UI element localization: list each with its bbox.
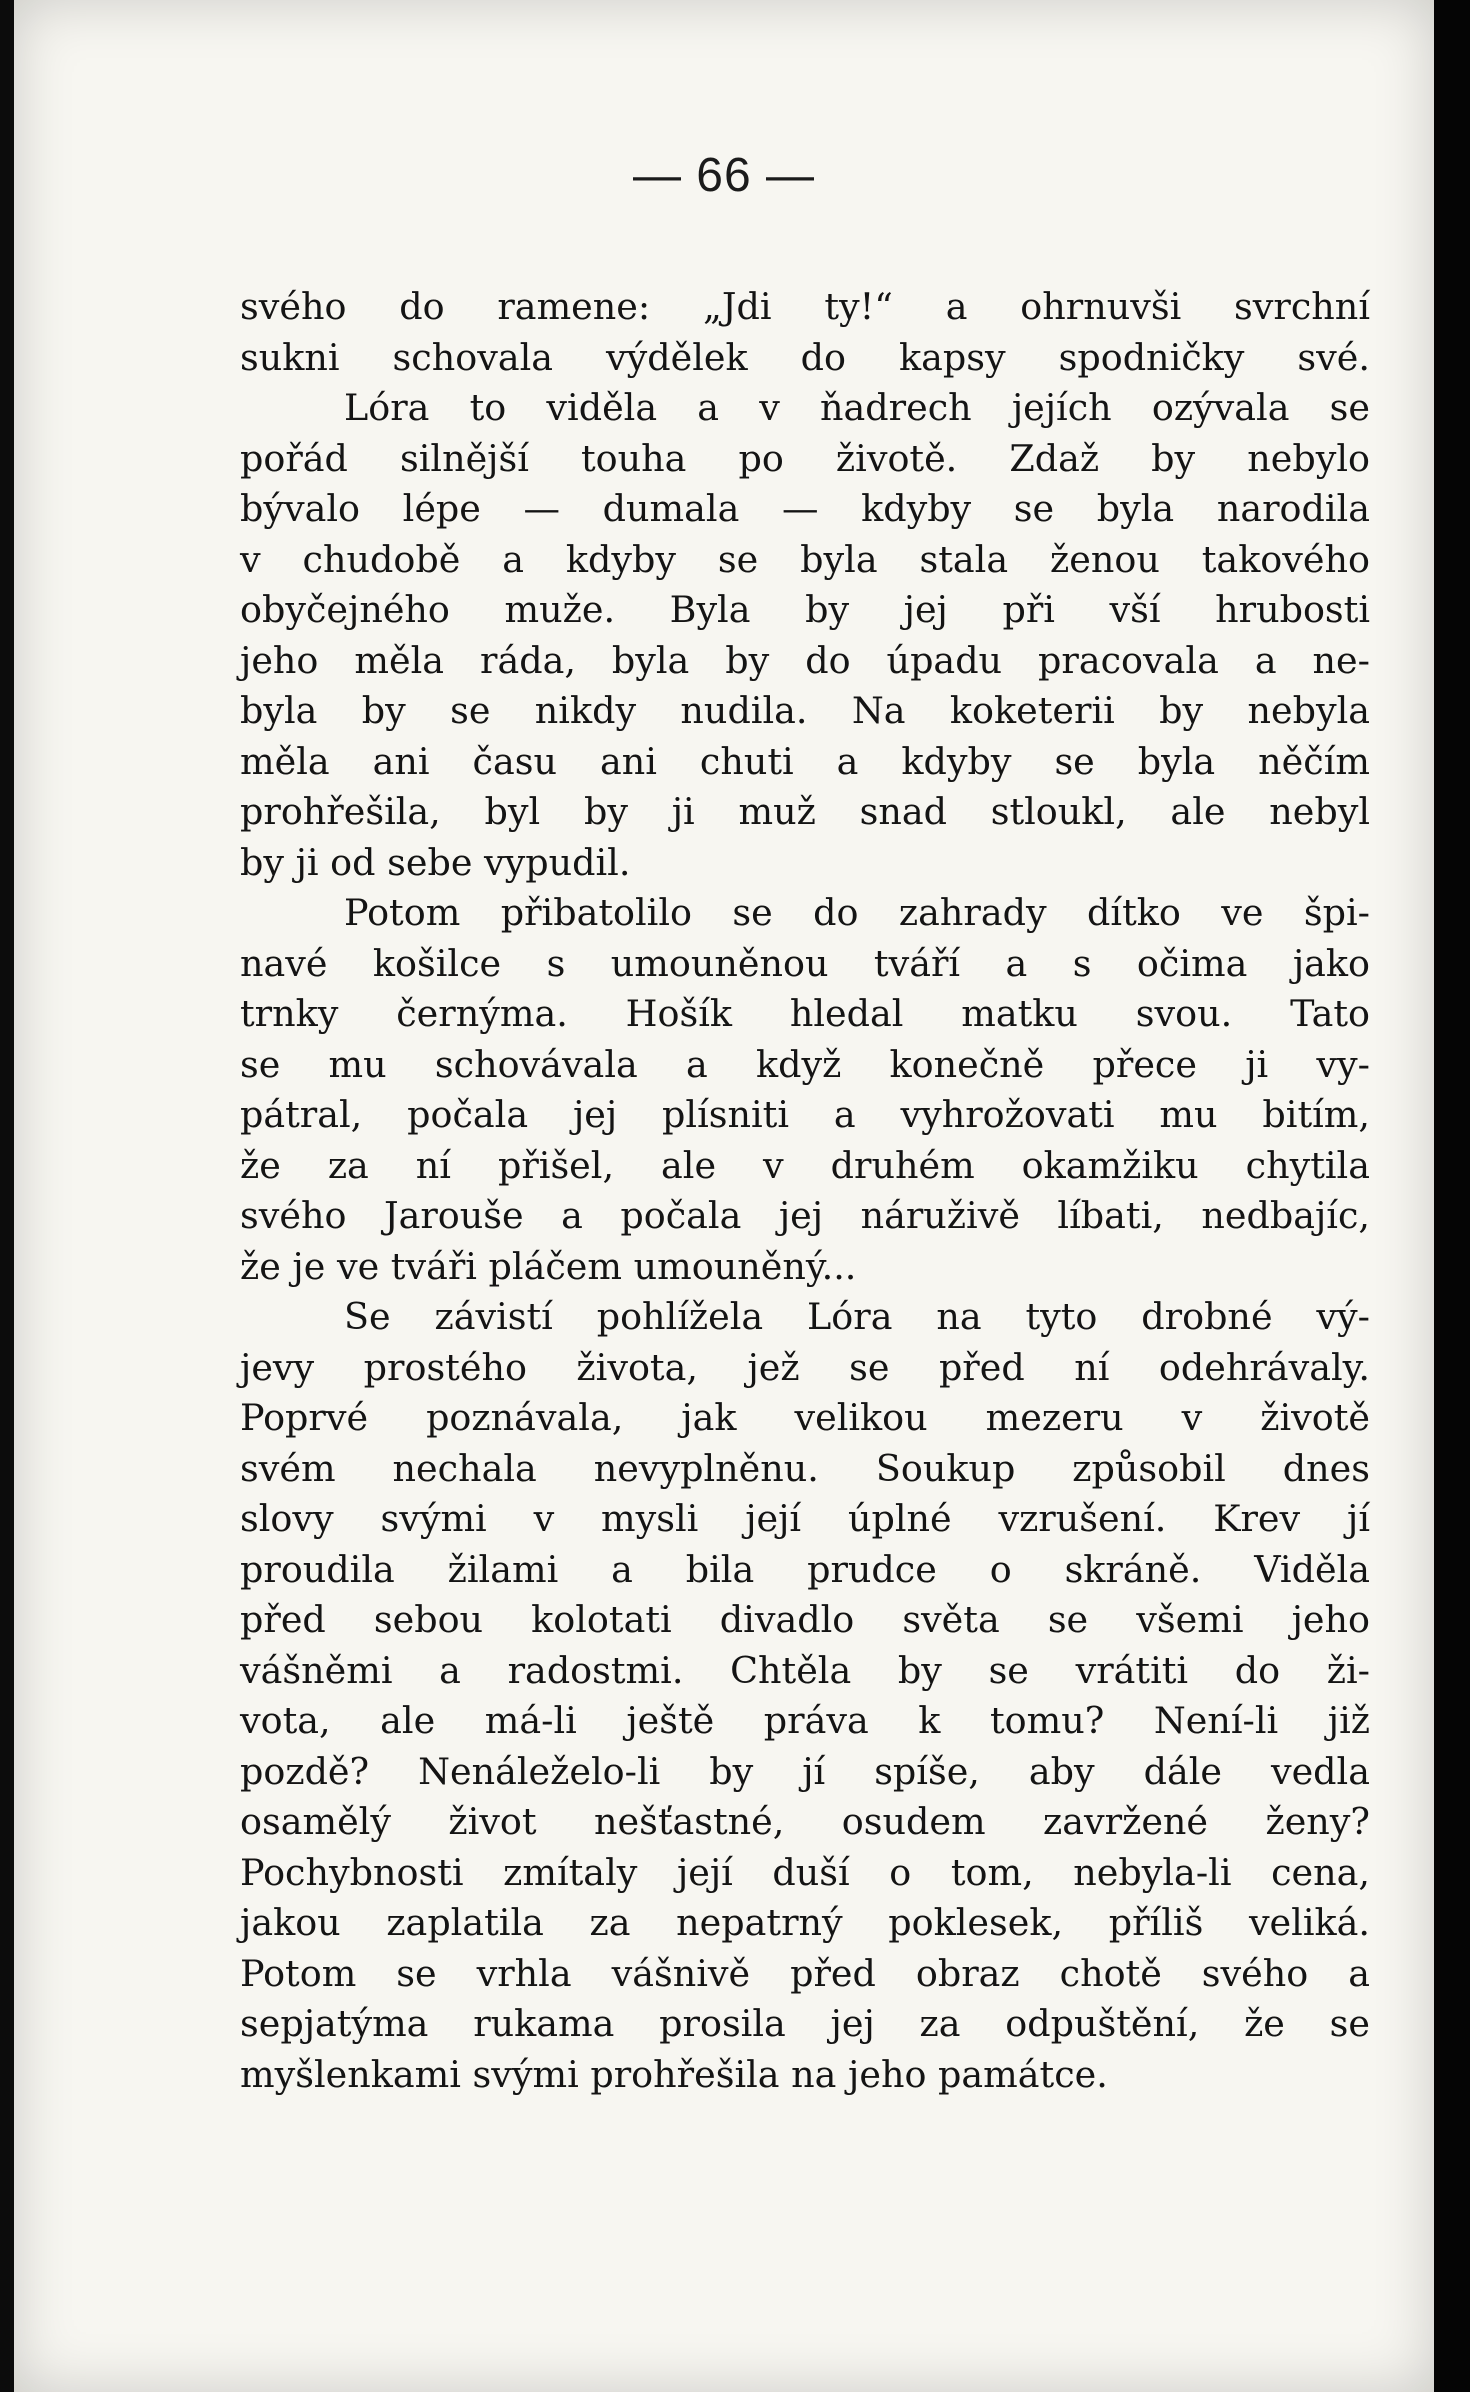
text-line: vota, ale má-li ještě práva k tomu? Není-li již	[240, 1699, 1370, 1742]
text-line: že za ní přišel, ale v druhém okamžiku chytila	[240, 1143, 1370, 1187]
text-line: před sebou kolotati divadlo světa se všemi jeho	[240, 1598, 1370, 1641]
paragraph-start-line: Potom přibatolilo se do zahrady dítko ve špi-	[344, 891, 1370, 934]
text-line: sepjatýma rukama prosila jej za odpuštění, že se	[240, 2002, 1370, 2045]
page-number: — 66 —	[632, 149, 816, 202]
text-line: pořád silnější touha po životě. Zdaž by nebylo	[240, 436, 1370, 480]
text-line: Pochybnosti zmítaly její duší o tom, nebyla-li cena,	[240, 1850, 1370, 1894]
text-line: Poprvé poznávala, jak velikou mezeru v životě	[240, 1396, 1370, 1439]
text-line: obyčejného muže. Byla by jej při vší hrubosti	[240, 588, 1370, 631]
text-line: Potom se vrhla vášnivě před obraz chotě svého a	[240, 1951, 1370, 1995]
paragraph-end-line: by ji od sebe vypudil.	[240, 840, 631, 884]
paragraph-start-line: Se závistí pohlížela Lóra na tyto drobné vý-	[344, 1295, 1370, 1338]
text-line: prohřešila, byl by ji muž snad stloukl, ale nebyl	[240, 790, 1370, 833]
text-line: měla ani času ani chuti a kdyby se byla něčím	[240, 739, 1370, 783]
book-page	[14, 0, 1434, 2392]
text-line: pozdě? Nenáleželo-li by jí spíše, aby dále vedla	[240, 1749, 1370, 1793]
text-line: jakou zaplatila za nepatrný poklesek, příliš veliká.	[240, 1901, 1370, 1944]
paragraph-end-line: myšlenkami svými prohřešila na jeho památce.	[240, 2052, 1108, 2096]
text-line: vášněmi a radostmi. Chtěla by se vrátiti do ži-	[240, 1648, 1370, 1692]
body-text	[240, 282, 1370, 2100]
text-line: slovy svými v mysli její úplné vzrušení. Krev jí	[240, 1497, 1370, 1540]
text-line: osamělý život nešťastné, osudem zavržené ženy?	[240, 1800, 1370, 1843]
paragraph-start-line: Lóra to viděla a v ňadrech jejích ozývala se	[344, 386, 1370, 429]
text-line: proudila žilami a bila prudce o skráně. Viděla	[240, 1547, 1370, 1591]
text-line: jeho měla ráda, byla by do úpadu pracovala a ne-	[240, 638, 1370, 682]
text-line: svém nechala nevyplněnu. Soukup způsobil dnes	[240, 1446, 1370, 1490]
text-line: pátral, počala jej plísniti a vyhrožovati mu bitím,	[240, 1093, 1370, 1136]
scan-border	[1434, 0, 1470, 2392]
text-line: v chudobě a kdyby se byla stala ženou takového	[240, 537, 1370, 581]
text-line: svého Jarouše a počala jej náruživě líbati, nedbajíc,	[240, 1194, 1370, 1237]
text-line: sukni schovala výdělek do kapsy spodničky své.	[240, 335, 1370, 379]
text-line: navé košilce s umouněnou tváří a s očima jako	[240, 941, 1370, 985]
text-line: jevy prostého života, jež se před ní odehrávaly.	[240, 1345, 1370, 1389]
text-line: bývalo lépe — dumala — kdyby se byla narodila	[240, 487, 1370, 530]
text-line: svého do ramene: „Jdi ty!“ a ohrnuvši svrchní	[240, 285, 1370, 328]
text-line: trnky černýma. Hošík hledal matku svou. Tato	[240, 992, 1370, 1035]
text-line: se mu schovávala a když konečně přece ji vy-	[240, 1042, 1370, 1086]
paragraph-end-line: že je ve tváři pláčem umouněný...	[240, 1244, 857, 1288]
text-line: byla by se nikdy nudila. Na koketerii by nebyla	[240, 689, 1370, 732]
